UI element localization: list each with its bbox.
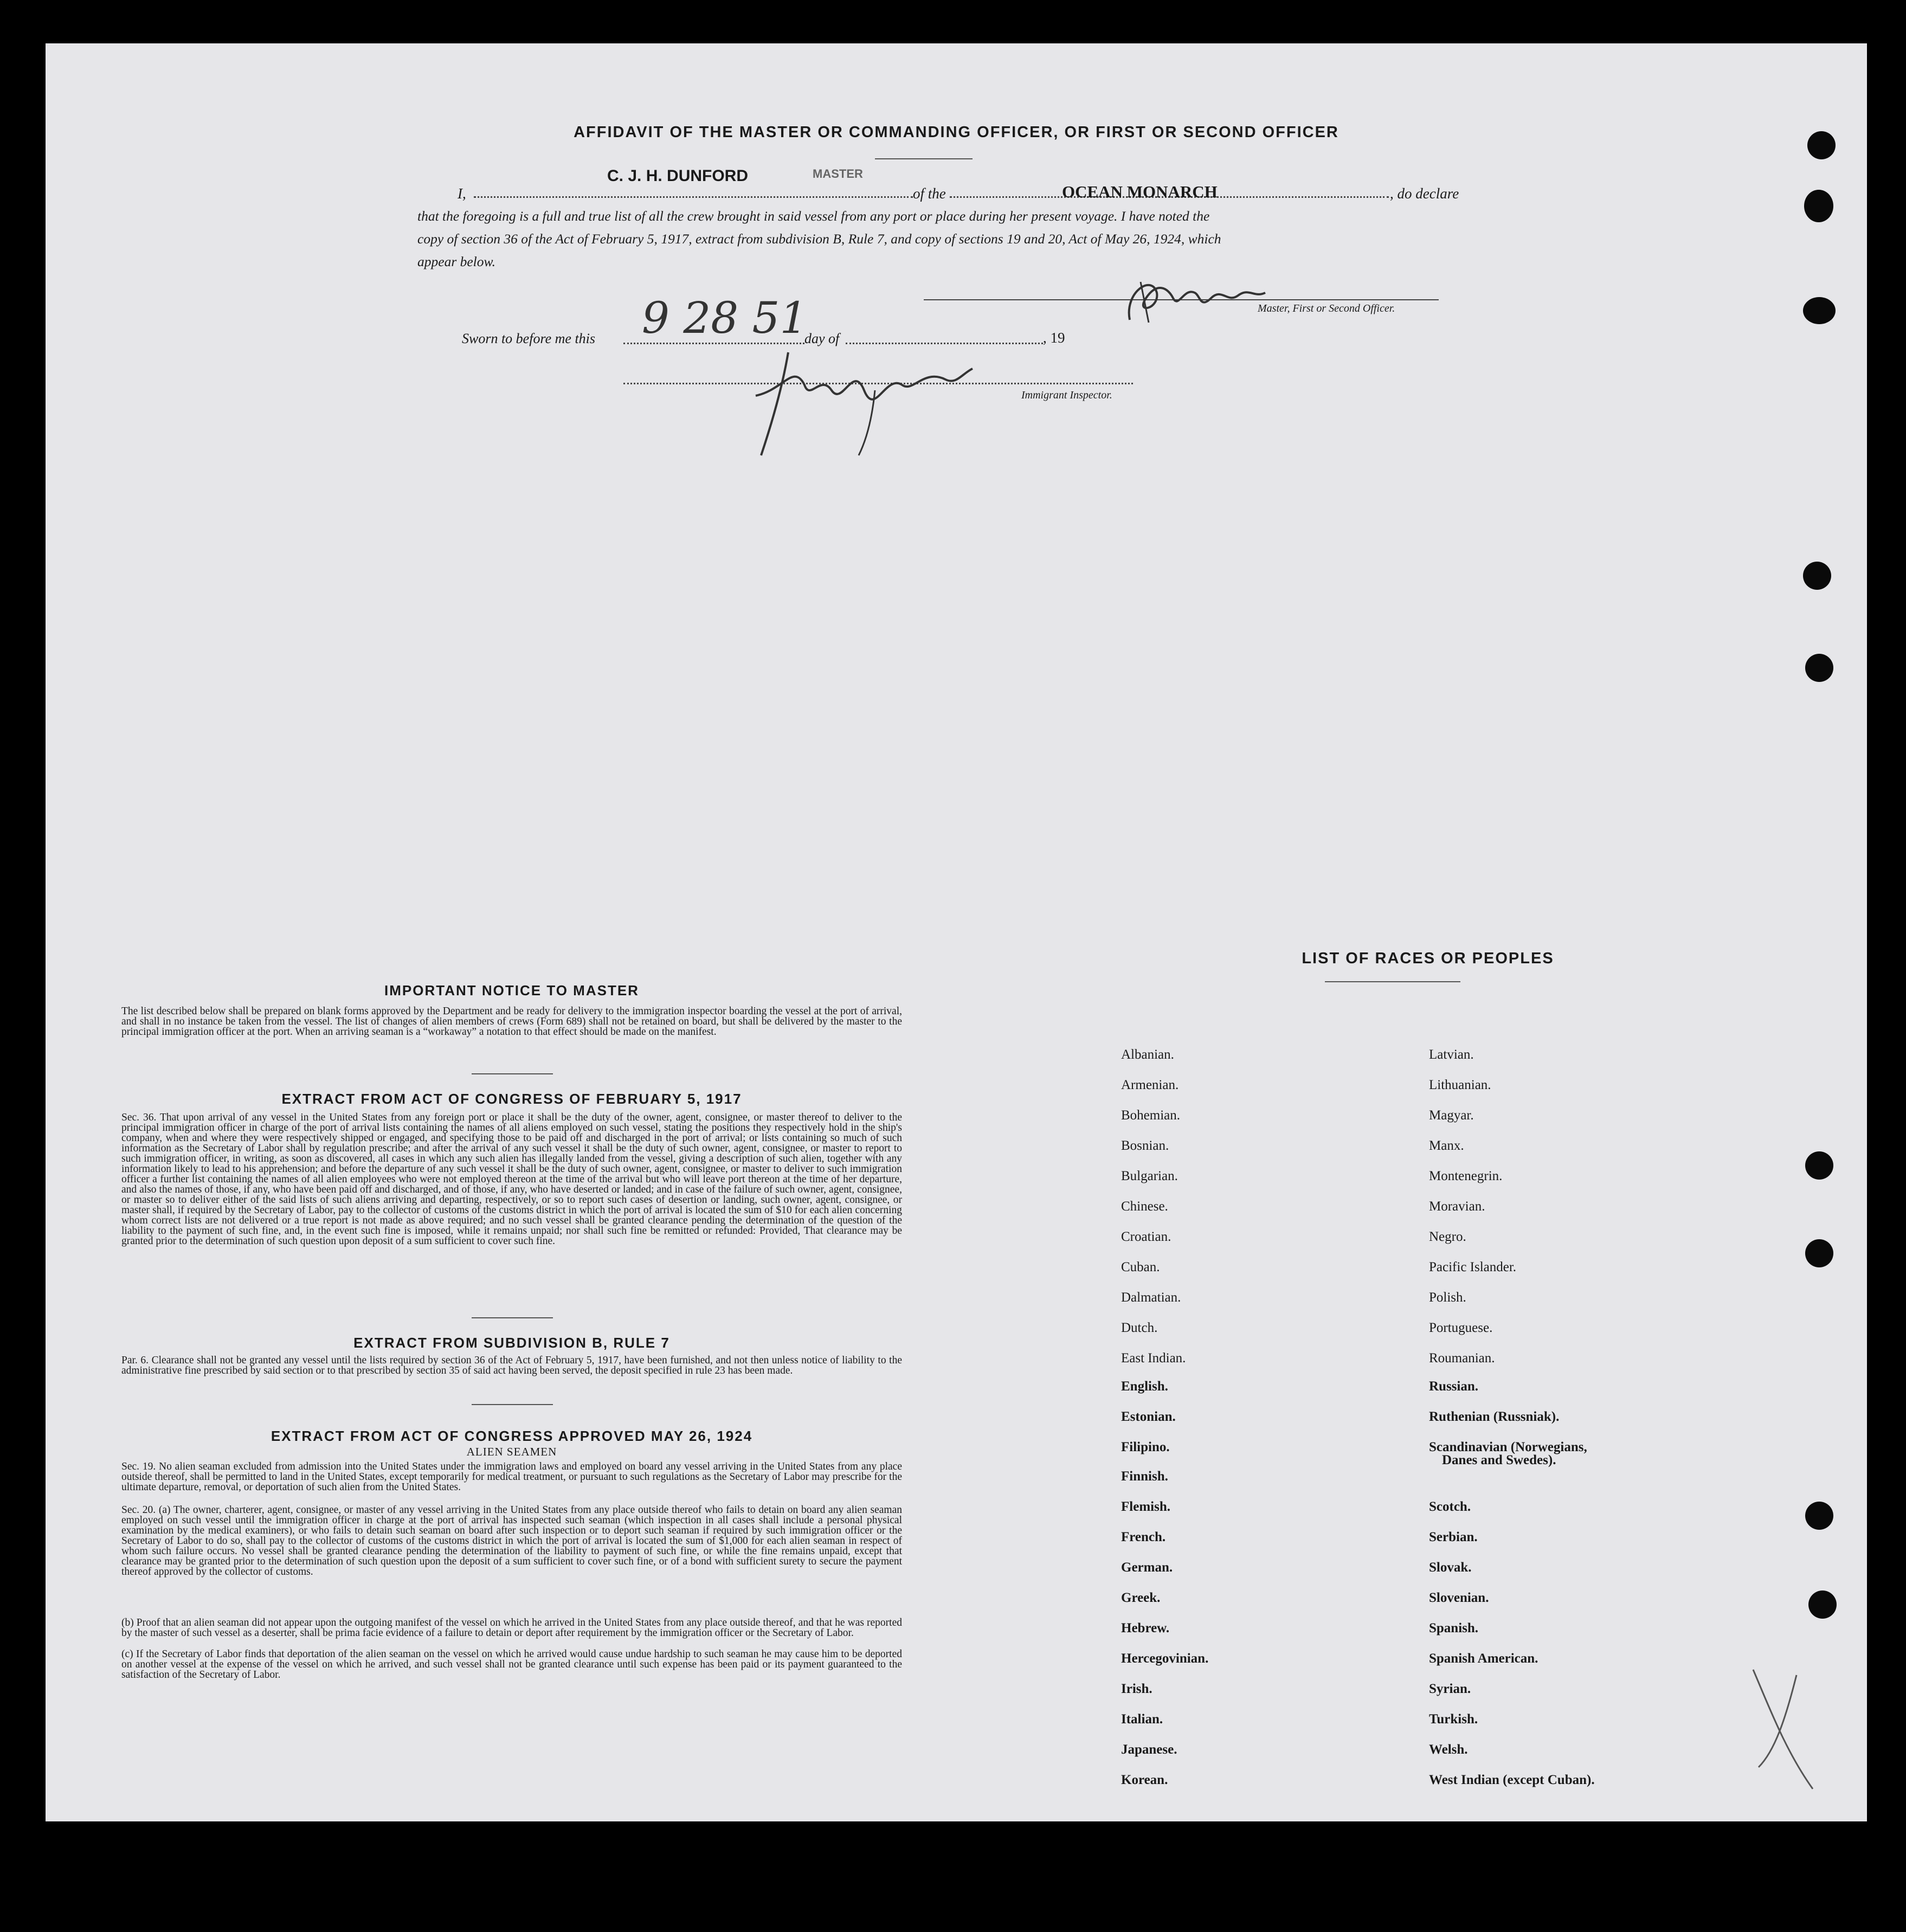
race-left-item: French. — [1121, 1530, 1166, 1544]
race-left-item: Flemish. — [1121, 1499, 1170, 1514]
day-of-label: day of — [804, 331, 840, 346]
race-right-item: Syrian. — [1429, 1682, 1471, 1696]
race-right-item: Spanish American. — [1429, 1651, 1538, 1666]
rule-7-body: Par. 6. Clearance shall not be granted any vessel until the lists required by section 36 of the Act of February 5, 1917, have been furnished, and not then unless notice of liability to the administrative fine prescribed by said section or to that prescribed by section 35 of said act having been served, the deposit specified in rule 23 has been made. — [121, 1355, 902, 1376]
race-right-item: Scotch. — [1429, 1499, 1471, 1514]
race-right-item: Latvian. — [1429, 1047, 1474, 1062]
race-left-item: Croatian. — [1121, 1229, 1171, 1244]
i-label: I, — [458, 185, 466, 202]
sworn-label: Sworn to before me this — [462, 331, 596, 346]
race-left-item: Hebrew. — [1121, 1621, 1170, 1635]
race-right-item: Pacific Islander. — [1429, 1260, 1517, 1274]
affidavit-title: AFFIDAVIT OF THE MASTER OR COMMANDING OFFICER, OR FIRST OR SECOND OFFICER — [574, 124, 1339, 141]
race-right-item: Montenegrin. — [1429, 1169, 1503, 1183]
vessel-name: OCEAN MONARCH — [1062, 182, 1218, 201]
affidavit-page — [46, 43, 1867, 1821]
race-left-item: German. — [1121, 1560, 1173, 1575]
race-left-item: Italian. — [1121, 1712, 1163, 1727]
race-left-item: Bosnian. — [1121, 1138, 1169, 1153]
race-right-item: Ruthenian (Russniak). — [1429, 1409, 1560, 1424]
affidavit-body-line-3: appear below. — [417, 254, 496, 269]
race-right-item: Manx. — [1429, 1138, 1464, 1153]
rule-7-title: EXTRACT FROM SUBDIVISION B, RULE 7 — [353, 1335, 670, 1351]
race-left-item: Albanian. — [1121, 1047, 1174, 1062]
punch-hole — [1805, 654, 1833, 682]
master-stamp: MASTER — [813, 167, 863, 181]
master-caption: Master, First or Second Officer. — [1258, 302, 1395, 314]
notice-title: IMPORTANT NOTICE TO MASTER — [384, 982, 639, 999]
notice-body: The list described below shall be prepared on blank forms approved by the Department and be ready for delivery to the immigration inspector boarding the vessel at the port of arrival, and shall in no instance be taken from the vessel. The list of changes of alien members of crews (Form 689) shall not be retained on board, but shall be delivered by the master to the principal immigration officer at the port. When an arriving seaman is a “workaway” a notation to that effect should be made on the manifest. — [121, 1006, 902, 1038]
race-left-item: East Indian. — [1121, 1351, 1186, 1366]
race-right-item: Slovenian. — [1429, 1590, 1489, 1605]
race-left-item: English. — [1121, 1379, 1168, 1394]
race-right-item: Negro. — [1429, 1229, 1466, 1244]
race-right-item: Moravian. — [1429, 1199, 1485, 1214]
affidavit-body-line-2: copy of section 36 of the Act of February 5, 1917, extract from subdivision B, Rule 7, and copy of sections 19 and 20, Act of May 26, 1924, which — [417, 231, 1221, 247]
race-right-item: Scandinavian (Norwegians, — [1429, 1440, 1587, 1454]
race-right-item: Polish. — [1429, 1290, 1466, 1305]
extract-1924-subtitle: ALIEN SEAMEN — [466, 1445, 557, 1458]
race-left-item: Finnish. — [1121, 1469, 1168, 1484]
race-left-item: Cuban. — [1121, 1260, 1160, 1274]
race-left-item: Estonian. — [1121, 1409, 1176, 1424]
race-item-scandinavian-continued: Danes and Swedes). — [1442, 1453, 1556, 1467]
race-right-item: Lithuanian. — [1429, 1078, 1491, 1092]
name-line — [474, 196, 913, 198]
rule-7-divider — [472, 1404, 553, 1405]
race-right-item: West Indian (except Cuban). — [1429, 1773, 1595, 1787]
master-name: C. J. H. DUNFORD — [607, 167, 749, 185]
do-declare-label: , do declare — [1390, 185, 1459, 202]
punch-hole — [1807, 131, 1836, 159]
race-left-item: Chinese. — [1121, 1199, 1168, 1214]
master-signature — [1119, 271, 1282, 331]
punch-hole — [1805, 1151, 1833, 1180]
punch-hole — [1803, 562, 1831, 590]
extract-1917-body: Sec. 36. That upon arrival of any vessel in the United States from any foreign port or place it shall be the duty of the owner, agent, consignee, or master thereof to deliver to the principal immigration officer in charge of the port of arrival lists containing the names of all aliens employed on such vessel, stating the positions they respectively hold in the ship's company, when and where they were respectively shipped or engaged, and specifying those to be paid off and discharged in the port of arrival; or lists containing so much of such information as the Secretary of Labor shall by regulation prescribe; and after the arrival of any such vessel it shall be the duty of such owner, agent, consignee, or master to report to such immigration officer, in writing, as soon as discovered, all cases in which any such alien has illegally landed from the vessel, giving a description of such alien, together with any information likely to lead to his apprehension; and before the departure of any such vessel it shall be the duty of such owner, agent, consignee, or master to deliver to such immigration officer a further list containing the names of all alien employees who were not employed thereon at the time of the arrival but who will leave port thereon at the time of her departure, and also the names of those, if any, who have been paid off and discharged, and of those, if any, who have deserted or landed; and in case of the failure of such owner, agent, consignee, or master so to deliver either of the said lists of such aliens arriving and departing, respectively, or so to report such cases of desertion or landing, such owner, agent, consignee, or master shall, if required by the Secretary of Labor, pay to the collector of customs of the customs district in which the port of arrival is located the sum of $10 for each alien concerning whom correct lists are not delivered or a true report is not made as above required; and no such vessel shall be granted clearance pending the determination of the question of the liability to the payment of such fine, and, in the event such fine is imposed, while it remains unpaid; nor shall such fine be remitted or refunded: Provided, That clearance may be granted prior to the determination of such question upon deposit of a sum sufficient to cover such fine. — [121, 1112, 902, 1247]
race-left-item: Bohemian. — [1121, 1108, 1181, 1123]
race-left-item: Irish. — [1121, 1682, 1152, 1696]
race-right-item: Slovak. — [1429, 1560, 1472, 1575]
punch-hole — [1805, 1502, 1833, 1530]
punch-hole — [1804, 190, 1833, 222]
punch-hole — [1808, 1590, 1837, 1619]
punch-hole — [1805, 1239, 1833, 1267]
race-right-item: Serbian. — [1429, 1530, 1478, 1544]
race-right-item: Russian. — [1429, 1379, 1479, 1394]
race-left-item: Japanese. — [1121, 1742, 1177, 1757]
race-right-item: Spanish. — [1429, 1621, 1479, 1635]
extract-1917-title: EXTRACT FROM ACT OF CONGRESS OF FEBRUARY 5, 1917 — [281, 1091, 742, 1107]
extract-1924-sec-20a: Sec. 20. (a) The owner, charterer, agent, consignee, or master of any vessel arriving in the United States from any place outside thereof who fails to detain on board any alien seaman employed on such vessel until the immigration officer in charge at the port of arrival has inspected such seaman (which inspection in all cases shall include a personal physical examination by the medical examiners), or who fails to detain such seaman on board after such inspection or to deport such seaman if required by such immigration officer or the Secretary of Labor to do so, shall pay to the collector of customs of the customs district in which the port of arrival is located the sum of $1,000 for each alien seaman in respect of whom such failure occurs. No vessel shall be granted clearance pending the determination of the liability to payment of such fine, or while the fine remains unpaid, except that clearance may be granted prior to the determination of such question upon the deposit of a sum sufficient to cover such fine, or of a bond with sufficient surety to secure the payment thereof approved by the collector of customs. — [121, 1504, 902, 1577]
extract-1924-sec-20b: (b) Proof that an alien seaman did not appear upon the outgoing manifest of the vessel on which he arrived in the United States from any place outside thereof, and that he was reported by the master of such vessel as a deserter, shall be prima facie evidence of a failure to detain or deport after requirement by the immigration officer or the Secretary of Labor. — [121, 1617, 902, 1639]
pencil-mark — [1737, 1659, 1824, 1800]
year-prefix: , 19 — [1043, 330, 1065, 346]
extract-1924-sec-19: Sec. 19. No alien seaman excluded from admission into the United States under the immigration laws and employed on board any vessel arriving in the United States from any place outside thereof, shall be permitted to land in the United States, except temporarily for medical treatment, or pursuant to such regulations as the Secretary of Labor may prescribe for the ultimate departure, removal, or deportation of such alien from the United States. — [121, 1461, 902, 1493]
affidavit-body-line-1: that the foregoing is a full and true list of all the crew brought in said vessel from any port or place during her present voyage. I have noted the — [417, 208, 1210, 224]
race-left-item: Filipino. — [1121, 1440, 1170, 1454]
race-left-item: Korean. — [1121, 1773, 1168, 1787]
inspector-signature — [750, 331, 978, 461]
race-left-item: Armenian. — [1121, 1078, 1179, 1092]
races-divider — [1325, 981, 1460, 982]
races-title: LIST OF RACES OR PEOPLES — [1302, 950, 1554, 967]
race-right-item: Portuguese. — [1429, 1321, 1493, 1335]
race-right-item: Roumanian. — [1429, 1351, 1495, 1366]
extract-1924-sec-20c: (c) If the Secretary of Labor finds that deportation of the alien seaman on the vessel on which he arrived would cause undue hardship to such seaman he may cause him to be deported on another vessel at the expense of the vessel on which he arrived, and such vessel shall not be granted clearance until such expense has been paid or its payment guaranteed to the satisfaction of the Secretary of Labor. — [121, 1648, 902, 1680]
title-divider — [875, 158, 973, 159]
extract-1924-title: EXTRACT FROM ACT OF CONGRESS APPROVED MAY 26, 1924 — [271, 1428, 753, 1444]
race-right-item: Welsh. — [1429, 1742, 1468, 1757]
extract-1917-divider — [472, 1317, 553, 1318]
race-left-item: Dutch. — [1121, 1321, 1158, 1335]
race-left-item: Hercegovinian. — [1121, 1651, 1209, 1666]
race-right-item: Turkish. — [1429, 1712, 1478, 1727]
punch-hole — [1803, 297, 1836, 324]
inspector-caption: Immigrant Inspector. — [1021, 389, 1112, 401]
of-the-label: of the — [913, 185, 946, 202]
race-left-item: Bulgarian. — [1121, 1169, 1178, 1183]
sworn-date: 9 28 51 — [642, 293, 808, 343]
race-left-item: Greek. — [1121, 1590, 1161, 1605]
race-right-item: Magyar. — [1429, 1108, 1474, 1123]
race-left-item: Dalmatian. — [1121, 1290, 1181, 1305]
notice-divider — [472, 1073, 553, 1074]
